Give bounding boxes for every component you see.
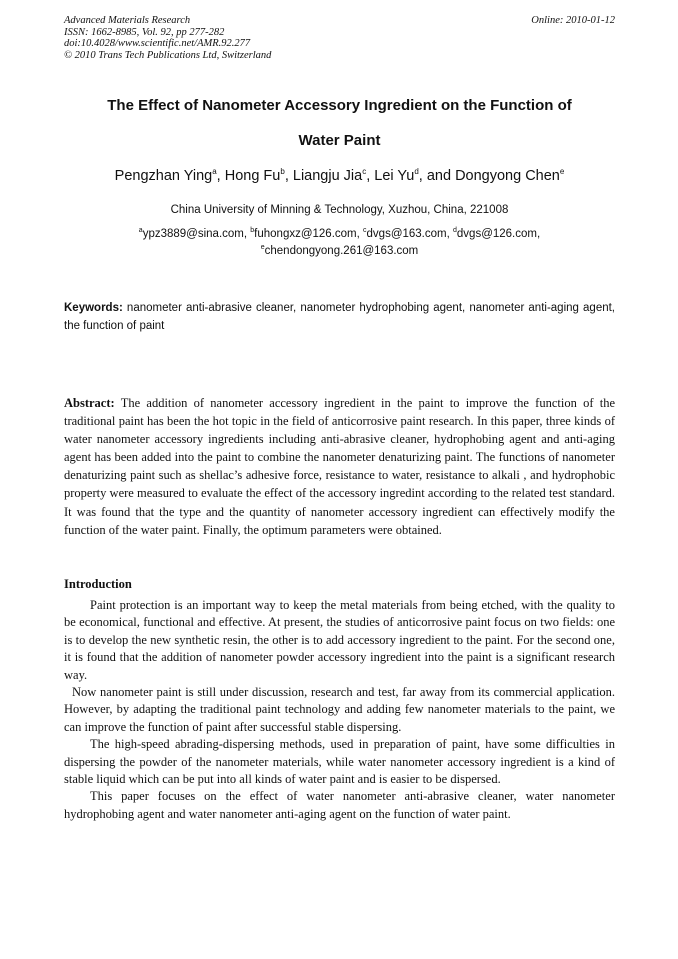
email-address: fuhongxz@126.com: [254, 228, 357, 240]
paragraph: The high-speed abrading-dispersing methods, used in preparation of paint, have some difficulties in dispersing the powder of the nanometer materials, while water nanometer accessory ingredient is a kind of stable liquid which can be put into all kinds of water paint and is easier to be dispersed.: [64, 737, 615, 787]
doi-line: doi:10.4028/www.scientific.net/AMR.92.277: [64, 38, 251, 49]
journal-header: [64, 15, 615, 61]
author-emails: [64, 226, 615, 260]
title-line-2: Water Paint: [298, 132, 381, 149]
author-affil-mark: c: [362, 167, 367, 177]
email-address: chendongyong.261@163.com: [264, 245, 419, 257]
email-mark: e: [260, 244, 265, 252]
paragraph: Paint protection is an important way to keep the metal materials from being etched, with the quality to be economical, functional and effective. At present, the studies of anticorrosive paint focus on two fields: one is to develop the new synthetic resin, the other is to add accessory ingredient to the paint. For the second one, it is found that the addition of nanometer powder accessory ingredient into the paint is a significant research way.: [64, 598, 615, 682]
email-line-2: [64, 243, 615, 260]
abstract-label: Abstract:: [64, 396, 115, 410]
email-address: dvgs@163.com: [366, 228, 447, 240]
email-separator: ,: [446, 228, 453, 240]
email-mark: d: [453, 227, 457, 235]
title-line-1: The Effect of Nanometer Accessory Ingredient on the Function of: [107, 97, 572, 114]
email-mark: c: [363, 227, 367, 235]
introduction-body: [64, 597, 615, 823]
paper-title: [64, 88, 615, 158]
author-name: Dongyong Chen: [455, 168, 560, 184]
author: [455, 168, 564, 184]
keywords-label: Keywords:: [64, 302, 123, 314]
author-name: Lei Yu: [374, 168, 415, 184]
author-affil-mark: d: [414, 167, 419, 177]
email-separator: ,: [536, 228, 541, 240]
paragraph: Now nanometer paint is still under discussion, research and test, far away from its commercial application. However, by adapting the traditional paint technology and adding few nanometer materials to the paint, we can improve the function of paint after successful stable dispersing.: [64, 685, 615, 734]
author: [115, 168, 217, 184]
issn-line: ISSN: 1662-8985, Vol. 92, pp 277-282: [64, 26, 225, 38]
email-address: ypz3889@sina.com: [142, 228, 244, 240]
section-heading-introduction: Introduction: [64, 577, 132, 591]
copyright-line: © 2010 Trans Tech Publications Ltd, Switzerland: [64, 49, 272, 61]
email-line-1: [64, 226, 615, 243]
author-affil-mark: a: [212, 167, 217, 177]
email-address: dvgs@126.com: [456, 228, 537, 240]
email-separator: ,: [356, 228, 364, 240]
author: [374, 168, 419, 184]
author-affil-mark: b: [280, 167, 285, 177]
keywords-text: nanometer anti-abrasive cleaner, nanometer hydrophobing agent, nanometer anti-aging agent, the function of paint: [64, 302, 616, 332]
author-name: Liangju Jia: [292, 168, 363, 184]
author-affil-mark: e: [559, 167, 565, 177]
email-separator: ,: [243, 228, 251, 240]
author: [293, 168, 366, 184]
author-name: Hong Fu: [224, 168, 281, 184]
keywords-section: [64, 300, 615, 335]
affiliation: China University of Minning & Technology, Xuzhou, China, 221008: [170, 204, 509, 216]
author-separator: ,: [366, 168, 375, 184]
author-name: Pengzhan Ying: [114, 168, 213, 184]
author-list: [64, 165, 615, 187]
email-mark: b: [250, 227, 255, 235]
email-mark: a: [138, 227, 143, 235]
author-separator: , and: [418, 168, 456, 184]
paragraph: This paper focuses on the effect of water nanometer anti-abrasive cleaner, water nanometer hydrophobing agent and water nanometer anti-aging agent on the function of water paint.: [64, 789, 615, 821]
author-separator: ,: [216, 168, 225, 184]
journal-name: Advanced Materials Research: [64, 15, 191, 26]
author-separator: ,: [284, 168, 293, 184]
author: [225, 168, 285, 184]
abstract-text: The addition of nanometer accessory ingredient in the paint to improve the function of the traditional paint has been the hot topic in the field of anticorrosive paint research. In this paper, three kinds of water nanometer accessory ingredients including anti-abrasive cleaner, hydrophobing agent and anti-aging agent has been added into the paint to combine the nanometer denaturizing paint. The functions of nanometer denaturizing paint such as shellac’s adhesive force, resistance to water, resistance to alkali , and hydrophobic property were measured to evaluate the effect of the accessory ingredint according to the related test standard. It was found that the type and the quantity of nanometer accessory ingredient can effectively modify the function of the water paint. Finally, the optimum parameters were obtained.: [64, 396, 615, 537]
online-date: Online: 2010-01-12: [531, 15, 615, 26]
abstract-section: [64, 394, 615, 539]
